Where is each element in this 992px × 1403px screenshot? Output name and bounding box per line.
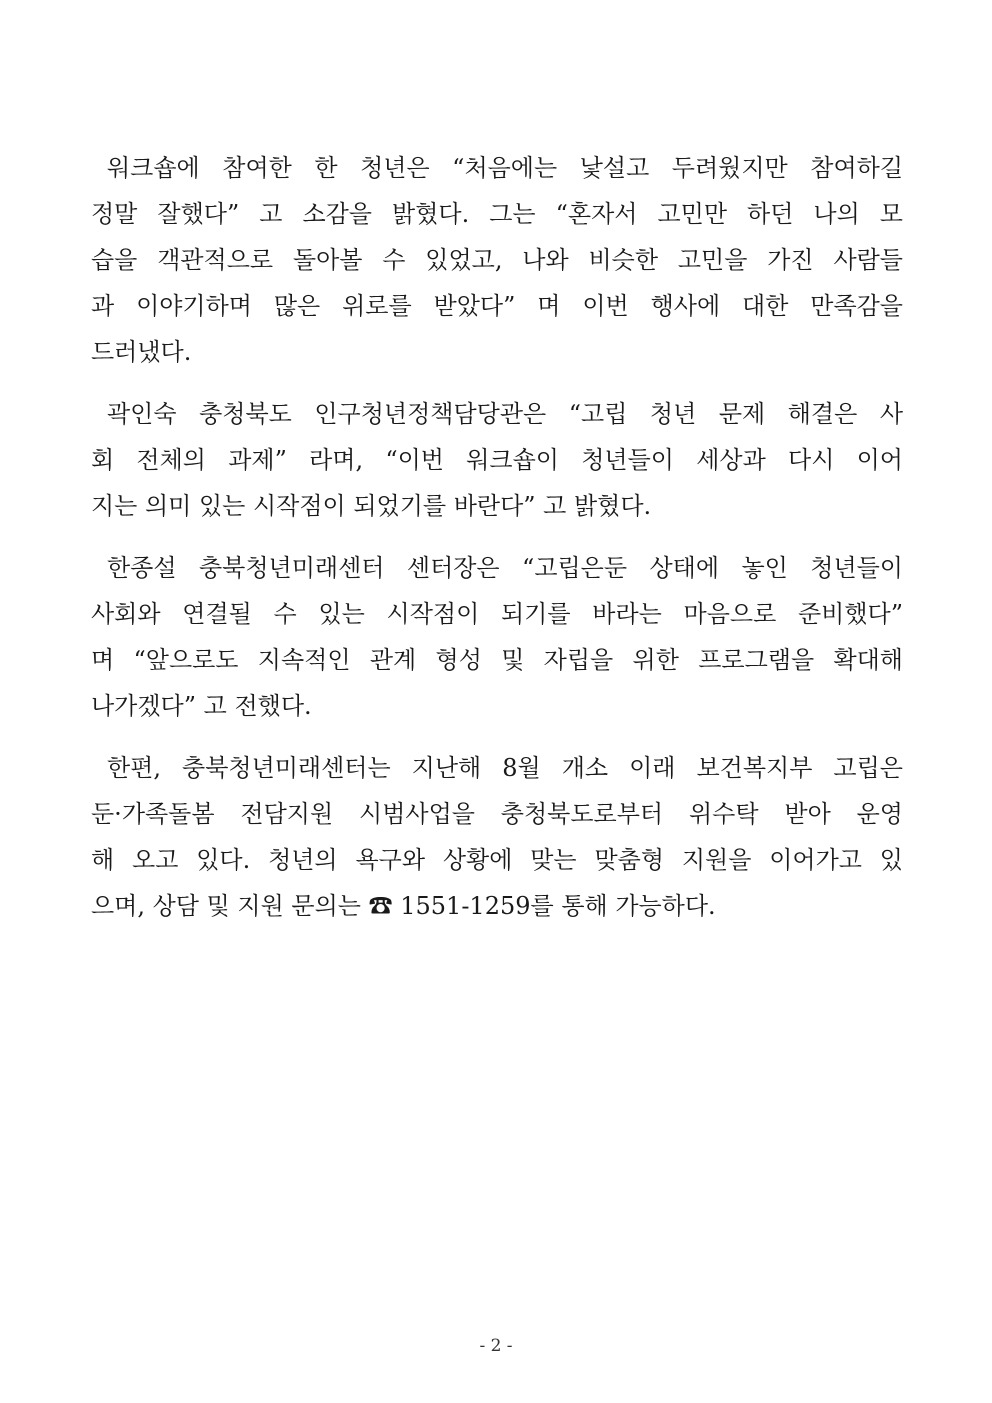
body-text xyxy=(91,145,903,945)
paragraph-policy-officer xyxy=(91,391,903,529)
paragraph-center-director xyxy=(91,545,903,729)
paragraph-center-info xyxy=(91,745,903,929)
text-line: 과 이야기하며 많은 위로를 받았다” 며 이번 행사에 대한 만족감을 xyxy=(91,292,903,320)
text-line: 며 “앞으로도 지속적인 관계 형성 및 자립을 위한 프로그램을 확대해 xyxy=(91,646,903,674)
text-line: 한종설 충북청년미래센터 센터장은 “고립은둔 상태에 놓인 청년들이 xyxy=(107,554,903,582)
text-line: 지는 의미 있는 시작점이 되었기를 바란다” 고 밝혔다. xyxy=(91,492,652,520)
text-line: 한편, 충북청년미래센터는 지난해 8월 개소 이래 보건복지부 고립은 xyxy=(107,754,903,782)
text-line: 회 전체의 과제” 라며, “이번 워크숍이 청년들이 세상과 다시 이어 xyxy=(91,446,903,474)
text-line: 습을 객관적으로 돌아볼 수 있었고, 나와 비슷한 고민을 가진 사람들 xyxy=(91,246,903,274)
text-line: 드러냈다. xyxy=(91,338,192,366)
text-line: 으며, 상담 및 지원 문의는 ☎ 1551-1259를 통해 가능하다. xyxy=(91,892,716,920)
page-number: - 2 - xyxy=(479,1336,513,1356)
text-line: 정말 잘했다” 고 소감을 밝혔다. 그는 “혼자서 고민만 하던 나의 모 xyxy=(91,200,903,228)
text-line: 곽인숙 충청북도 인구청년정책담당관은 “고립 청년 문제 해결은 사 xyxy=(107,400,903,428)
text-line: 사회와 연결될 수 있는 시작점이 되기를 바라는 마음으로 준비했다” xyxy=(91,600,903,628)
text-line: 워크숍에 참여한 한 청년은 “처음에는 낯설고 두려웠지만 참여하길 xyxy=(107,154,903,182)
text-line: 둔·가족돌봄 전담지원 시범사업을 충청북도로부터 위수탁 받아 운영 xyxy=(91,800,903,828)
paragraph-workshop-participant xyxy=(91,145,903,375)
text-line: 나가겠다” 고 전했다. xyxy=(91,692,312,720)
text-line: 해 오고 있다. 청년의 욕구와 상황에 맞는 맞춤형 지원을 이어가고 있 xyxy=(91,846,903,874)
